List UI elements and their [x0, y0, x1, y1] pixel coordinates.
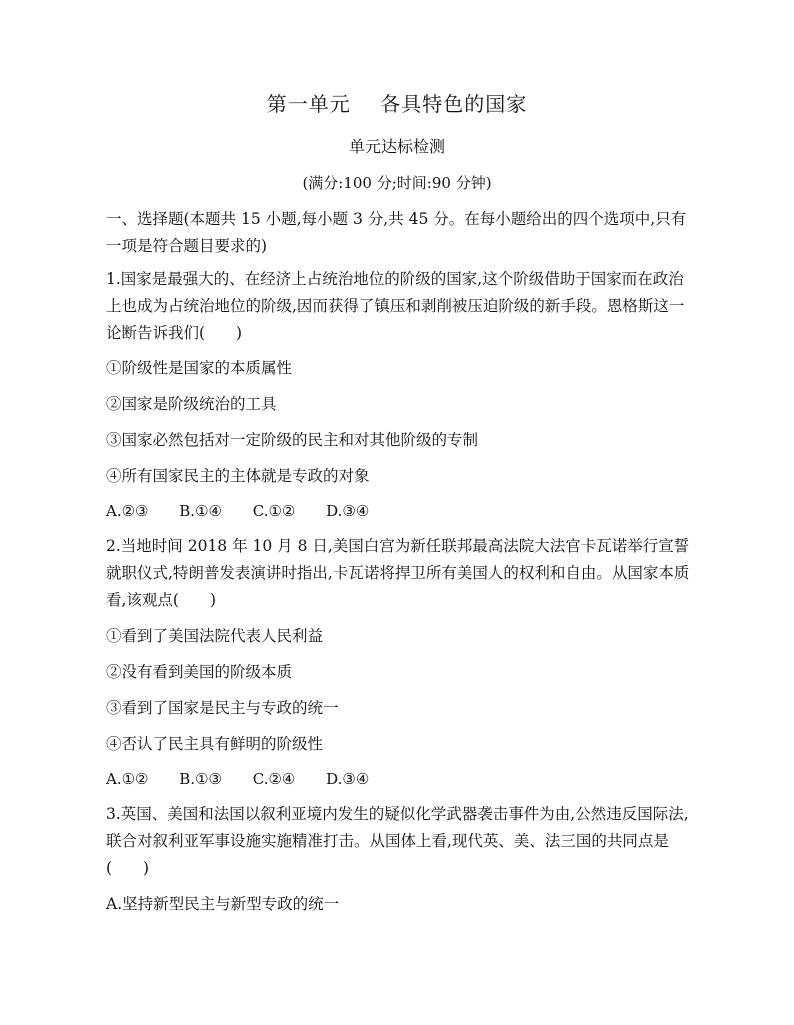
question-3-option-a: A.坚持新型民主与新型专政的统一 — [106, 895, 340, 913]
question-2-option-a: A.①② — [106, 770, 149, 788]
question-2-option-b: B.①③ — [179, 770, 222, 788]
question-1-item-1: ①阶级性是国家的本质属性 — [106, 359, 293, 377]
question-2-item-3: ③看到了国家是民主与专政的统一 — [106, 699, 339, 717]
question-1-option-d: D.③④ — [326, 502, 370, 520]
question-1-option-c: C.①② — [252, 502, 296, 520]
question-2-options — [106, 770, 395, 788]
exam-meta: (满分:100 分;时间:90 分钟) — [302, 174, 492, 192]
question-2-item-1: ①看到了美国法院代表人民利益 — [106, 627, 324, 645]
question-1-item-2: ②国家是阶级统治的工具 — [106, 395, 277, 413]
section-heading: 一、选择题(本题共 15 小题,每小题 3 分,共 45 分。在每小题给出的四个选项中,只有一项是符合题目要求的) — [106, 210, 687, 255]
question-2-option-d: D.③④ — [326, 770, 370, 788]
question-1-item-3: ③国家必然包括对一定阶级的民主和对其他阶级的专制 — [106, 431, 479, 449]
question-2-stem: 2.当地时间 2018 年 10 月 8 日,美国白宫为新任联邦最高法院大法官卡瓦诺举行宣誓就职仪式,特朗普发表演讲时指出,卡瓦诺将捍卫所有美国人的权利和自由。从国家本质看,该观点( ) — [106, 537, 690, 609]
question-1-stem: 1.国家是最强大的、在经济上占统治地位的阶级的国家,这个阶级借助于国家而在政治上也成为占统治地位的阶级,因而获得了镇压和剥削被压迫阶级的新手段。恩格斯这一论断告诉我们( ) — [106, 270, 685, 342]
question-2-item-2: ②没有看到美国的阶级本质 — [106, 663, 293, 681]
question-1-option-b: B.①④ — [179, 502, 222, 520]
question-2-option-c: C.②④ — [252, 770, 296, 788]
question-1-option-a: A.②③ — [106, 502, 149, 520]
question-3-stem: 3.英国、美国和法国以叙利亚境内发生的疑似化学武器袭击事件为由,公然违反国际法,联合对叙利亚军事设施实施精准打击。从国体上看,现代英、美、法三国的共同点是( ) — [106, 805, 689, 877]
question-2-item-4: ④否认了民主具有鲜明的阶级性 — [106, 735, 324, 753]
question-1-options — [106, 502, 395, 520]
page-subtitle: 单元达标检测 — [348, 137, 445, 156]
question-1-item-4: ④所有国家民主的主体就是专政的对象 — [106, 467, 370, 485]
page-title: 第一单元 各具特色的国家 — [266, 92, 528, 116]
